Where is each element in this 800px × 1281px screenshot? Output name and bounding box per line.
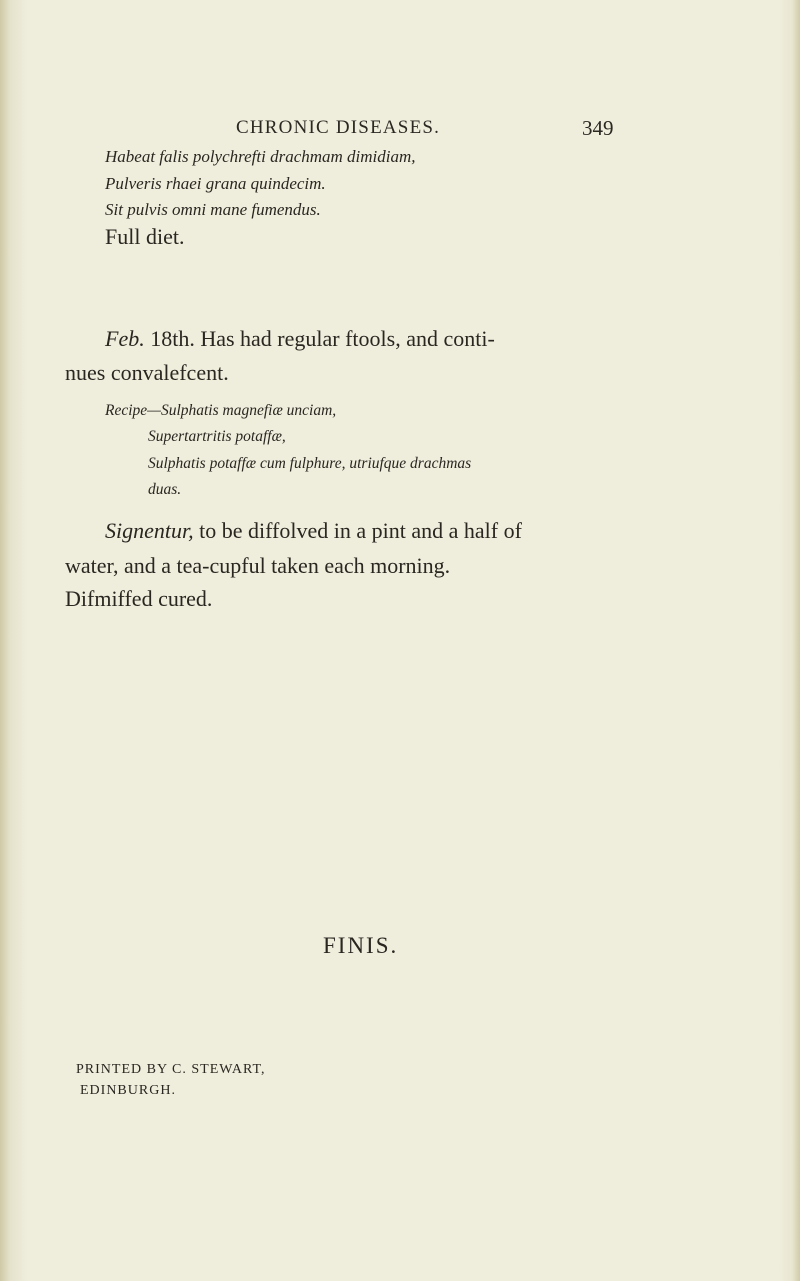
recipe-line-1: Recipe—Sulphatis magnefiæ unciam, [105,402,337,419]
page-number: 349 [582,116,614,140]
prescription-line-1: Habeat falis polychrefti drachmam dimidiam, [105,147,416,166]
imprint-line-2: EDINBURGH. [80,1083,176,1098]
recipe-line-4: duas. [148,481,182,498]
recipe-line-3: Sulphatis potaffæ cum fulphure, utriufque drachmas [148,455,472,472]
diet-line: Full diet. [105,224,185,249]
recipe-line-2: Supertartritis potaffæ, [148,428,286,445]
entry-line-2: nues convalefcent. [65,360,229,385]
running-title: CHRONIC DISEASES. [236,117,441,138]
directions-line-1-text: to be diffolved in a pint and a half of [199,518,522,543]
entry-line-1 [105,326,495,352]
running-head [236,117,656,143]
finis: FINIS. [323,933,399,958]
directions-line-2: water, and a tea-cupful taken each morning. [65,553,451,578]
directions-line-3: Difmiffed cured. [65,586,213,611]
entry-date: Feb. [105,326,145,351]
directions-line-1 [105,518,522,544]
imprint-line-1: PRINTED BY C. STEWART, [76,1062,266,1077]
prescription-line-2: Pulveris rhaei grana quindecim. [105,174,326,193]
prescription-line-3: Sit pulvis omni mane fumendus. [105,200,321,219]
directions-lead: Signentur, [105,518,194,543]
entry-line-1-text: 18th. Has had regular ftools, and conti- [150,326,495,351]
